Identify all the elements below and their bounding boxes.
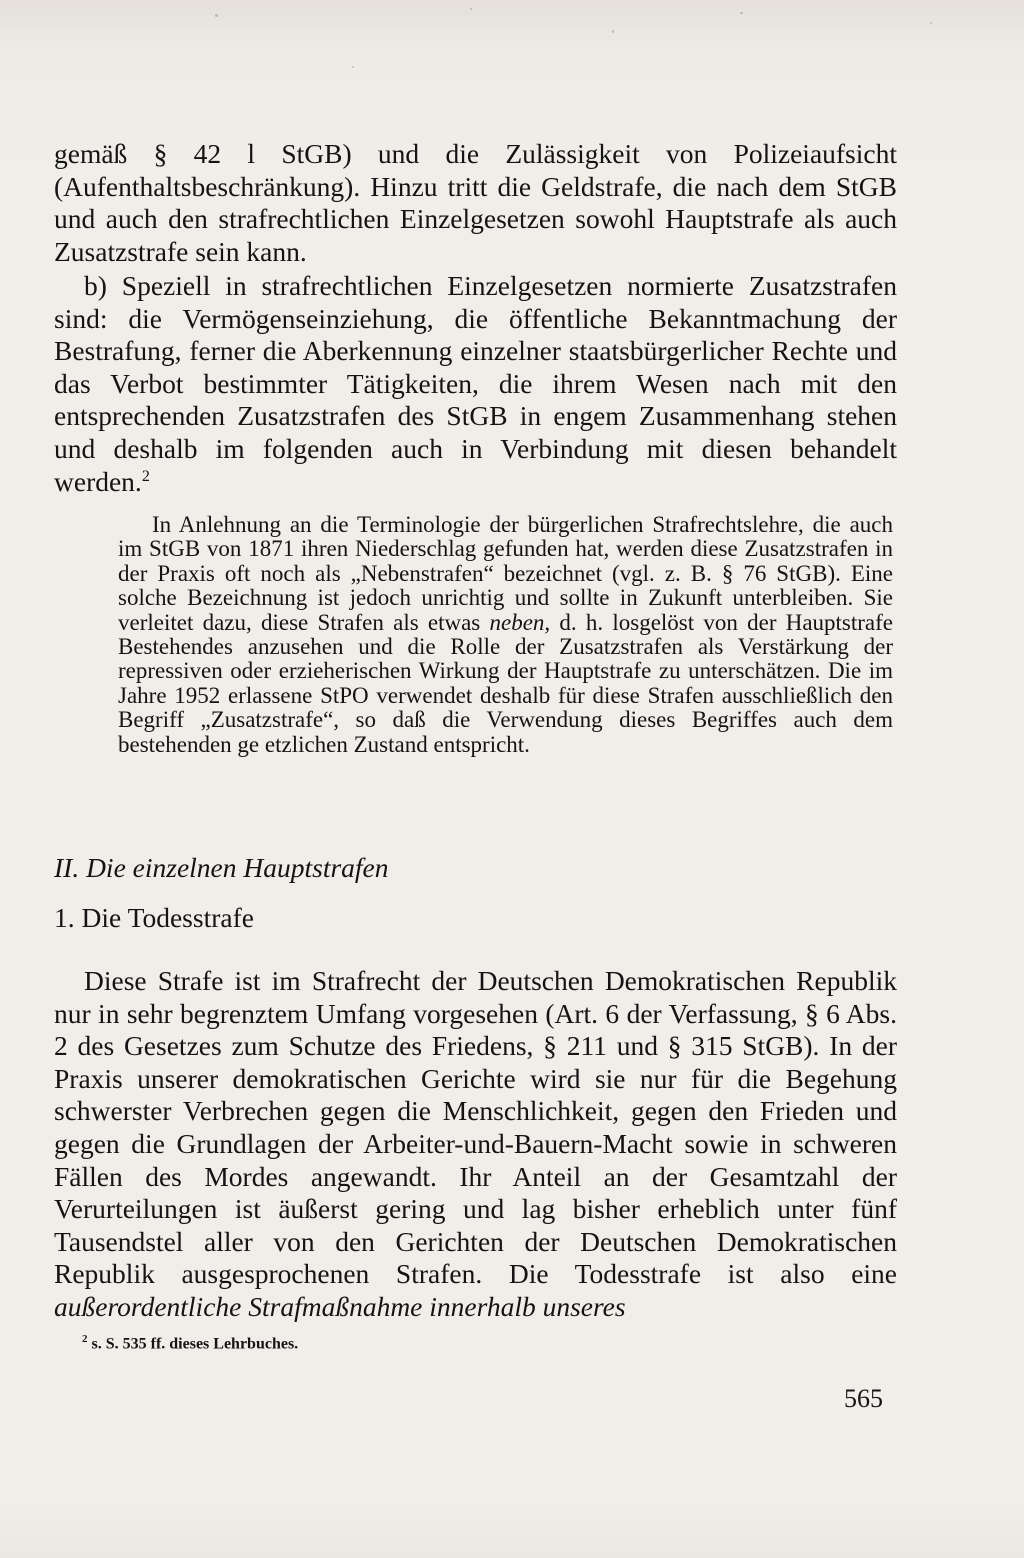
scan-speck — [612, 30, 614, 33]
subsection-heading: 1. Die Todesstrafe — [54, 902, 254, 933]
paragraph-2-text: b) Speziell in strafrechtlichen Einzelgesetzen normierte Zusatzstrafen sind: die Vermögenseinziehung, die öffentliche Bekanntmachung der Bestrafung, ferner die Aberkennung einzelner staatsbürgerlicher Rechte und das Verbot bestimmter Tätigkeiten, die ihrem Wesen nach mit den entsprechenden Zusatzstrafen des StGB in engem Zusammenhang stehen und deshalb im folgenden auch in Verbindung mit diesen behandelt werden. — [54, 270, 897, 497]
page-number: 565 — [844, 1384, 883, 1413]
paragraph-3-emphasis: außerordentliche Strafmaßnahme innerhalb unseres — [54, 1290, 626, 1322]
scan-speck — [470, 8, 472, 10]
footnote-text: s. S. 535 ff. dieses Lehrbuches. — [91, 1335, 299, 1353]
note-text-part1: In Anlehnung an die Terminologie der bürgerlichen Strafrechtslehre, die auch im StGB von 1871 ihren Niederschlag gefunden hat, werden diese Zusatzstrafen in der Praxis oft noch als „Nebenstrafen“ bezeichnet (vgl. z. B. § 76 StGB). Eine solche Bezeichnung ist jedoch unrichtig und sollte in Zukunft unterbleiben. Sie verleitet dazu, diese Strafen als etwas — [118, 512, 893, 635]
paragraph-1: gemäß § 42 l StGB) und die Zulässigkeit von Polizeiaufsicht (Aufenthaltsbeschränkung). Hinzu tritt die Geldstrafe, die nach dem StGB und auch den strafrechtlichen Einzelgesetzen sowohl Hauptstrafe als auch Zusatzstrafe sein kann. — [54, 138, 897, 267]
scan-speck — [930, 22, 932, 24]
scan-speck — [352, 66, 354, 68]
paragraph-3-text: Diese Strafe ist im Strafrecht der Deutschen Demokratischen Republik nur in sehr begrenztem Umfang vorgesehen (Art. 6 der Verfassung, § 6 Abs. 2 des Gesetzes zum Schutze des Friedens, § 211 und § 315 StGB). In der Praxis unserer demokratischen Gerichte wird sie nur für die Begehung schwerster Verbrechen gegen die Menschlichkeit, gegen den Frieden und gegen die Grundlagen der Arbeiter-und-Bauern-Macht sowie in schweren Fällen des Mordes angewandt. Ihr Anteil an der Gesamtzahl der Verurteilungen ist äußerst gering und lag bisher erheblich unter fünf Tausendstel aller von den Gerichten der Deutschen Demokratischen Republik ausgesprochenen Strafen. Die Todesstrafe ist also eine — [54, 965, 897, 1290]
footnote — [82, 1333, 298, 1353]
footnote-reference: 2 — [141, 467, 150, 485]
scan-speck — [215, 14, 218, 17]
note-block — [118, 513, 893, 757]
section-heading: II. Die einzelnen Hauptstrafen — [54, 852, 389, 883]
note-emphasis: neben, — [489, 609, 551, 635]
scan-speck — [740, 12, 743, 14]
footnote-marker: 2 — [82, 1333, 88, 1345]
paragraph-2 — [54, 270, 897, 498]
paragraph-3 — [54, 965, 897, 1324]
note-text-part2: d. h. losgelöst von der Hauptstrafe Bestehendes anzusehen und die Rolle der Zusatzstrafen als Verstärkung der repressiven oder erzieherischen Wirkung der Hauptstrafe zu unterschätzen. Die im Jahre 1952 erlassene StPO verwendet deshalb für diese Strafen ausschließlich den Begriff „Zusatzstrafe“, so daß die Verwendung dieses Begriffes auch dem bestehenden ge etzlichen Zustand entspricht. — [118, 609, 893, 757]
